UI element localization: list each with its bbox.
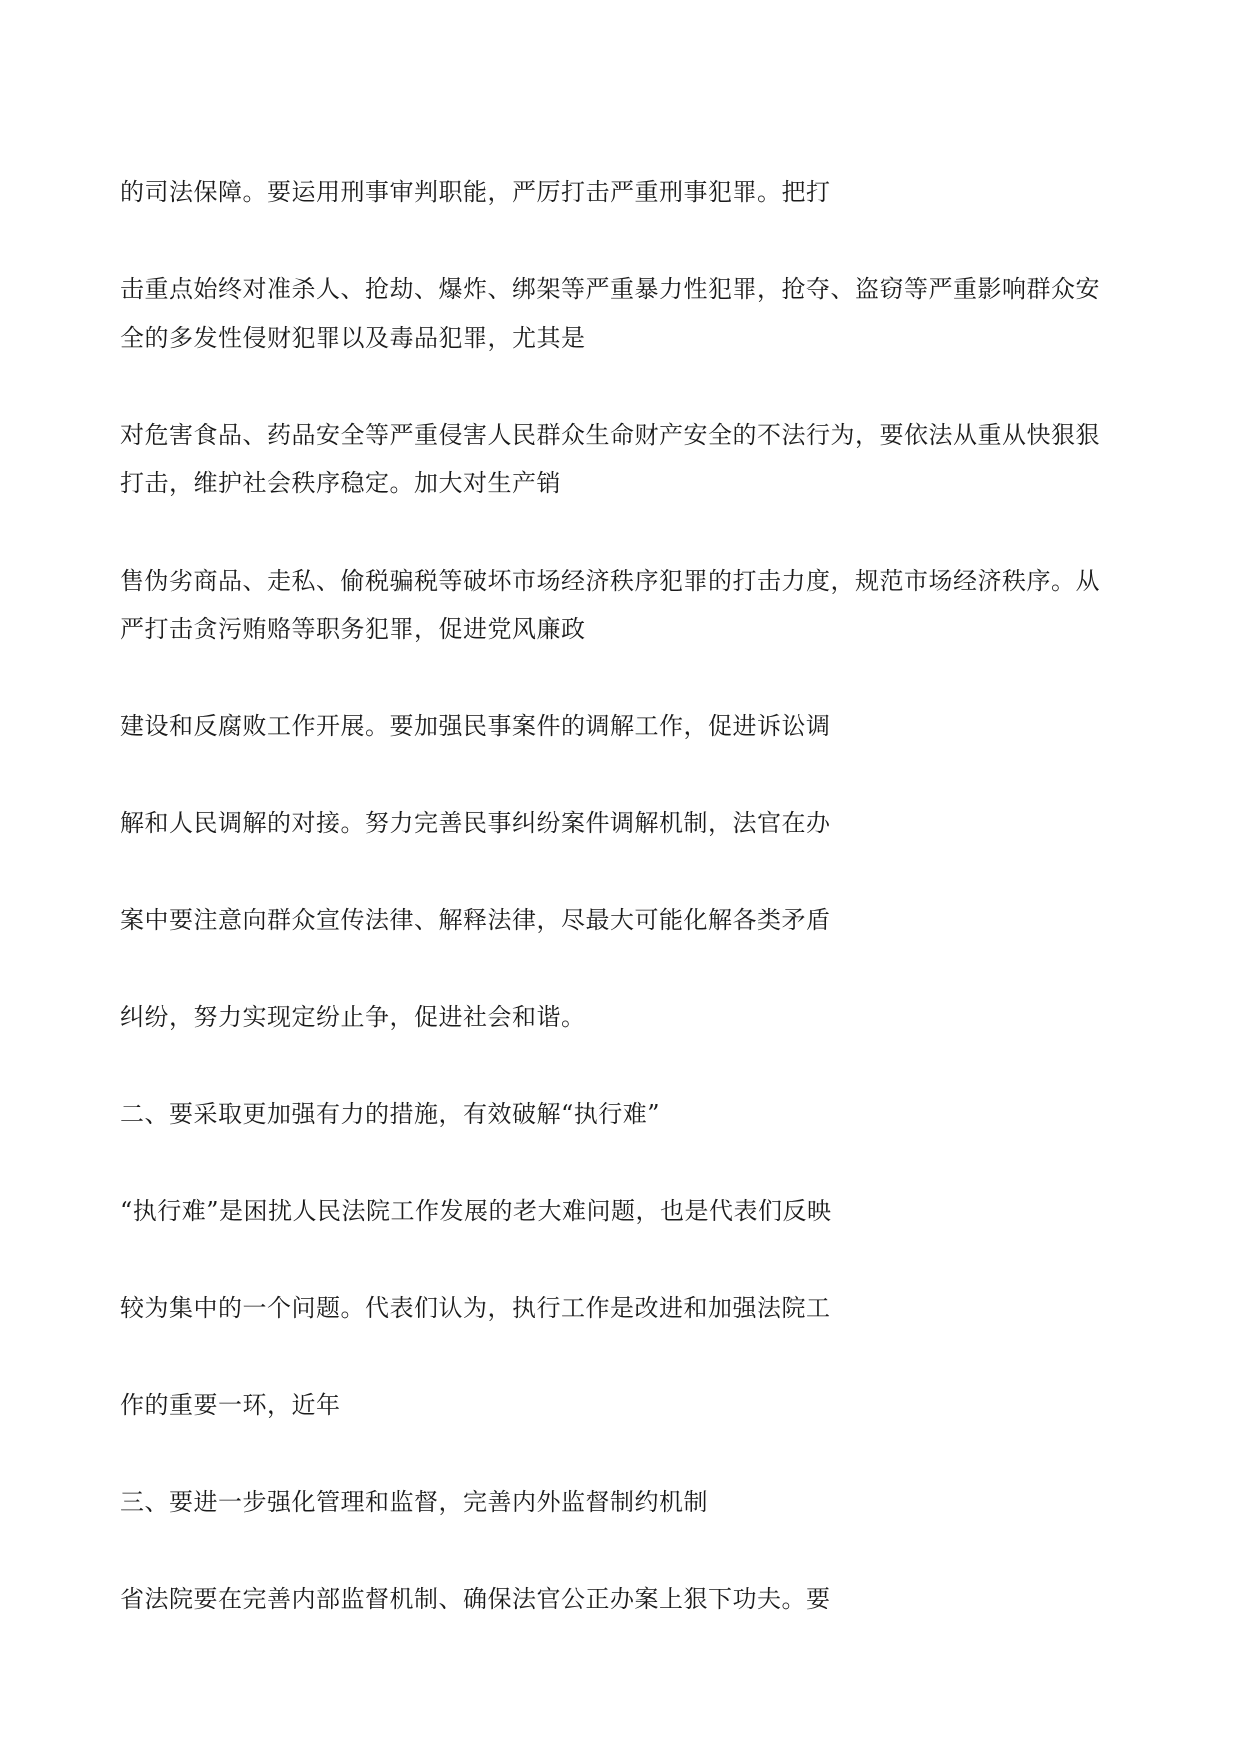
section-heading: 二、要采取更加强有力的措施，有效破解“执行难” bbox=[120, 1100, 661, 1128]
text-line: 全的多发性侵财犯罪以及毒品犯罪，尤其是 bbox=[120, 324, 586, 352]
text-line: 严打击贪污贿赂等职务犯罪，促进党风廉政 bbox=[120, 615, 586, 643]
text-line: “执行难”是困扰人民法院工作发展的老大难问题，也是代表们反映 bbox=[120, 1197, 832, 1225]
text-line: 售伪劣商品、走私、偷税骗税等破坏市场经济秩序犯罪的打击力度，规范市场经济秩序。从 bbox=[120, 567, 1100, 595]
text-line: 纠纷，努力实现定纷止争，促进社会和谐。 bbox=[120, 1003, 586, 1031]
section-heading: 三、要进一步强化管理和监督，完善内外监督制约机制 bbox=[120, 1488, 708, 1516]
text-line: 作的重要一环，近年 bbox=[120, 1391, 341, 1419]
text-line: 对危害食品、药品安全等严重侵害人民群众生命财产安全的不法行为，要依法从重从快狠狠 bbox=[120, 421, 1100, 449]
text-line: 建设和反腐败工作开展。要加强民事案件的调解工作，促进诉讼调 bbox=[120, 712, 831, 740]
text-line: 击重点始终对准杀人、抢劫、爆炸、绑架等严重暴力性犯罪，抢夺、盗窃等严重影响群众安 bbox=[120, 275, 1100, 303]
text-line: 打击，维护社会秩序稳定。加大对生产销 bbox=[120, 469, 561, 497]
text-line: 省法院要在完善内部监督机制、确保法官公正办案上狠下功夫。要 bbox=[120, 1585, 831, 1613]
text-line: 的司法保障。要运用刑事审判职能，严厉打击严重刑事犯罪。把打 bbox=[120, 178, 831, 206]
text-line: 较为集中的一个问题。代表们认为，执行工作是改进和加强法院工 bbox=[120, 1294, 831, 1322]
text-line: 案中要注意向群众宣传法律、解释法律，尽最大可能化解各类矛盾 bbox=[120, 906, 831, 934]
text-line: 解和人民调解的对接。努力完善民事纠纷案件调解机制，法官在办 bbox=[120, 809, 831, 837]
